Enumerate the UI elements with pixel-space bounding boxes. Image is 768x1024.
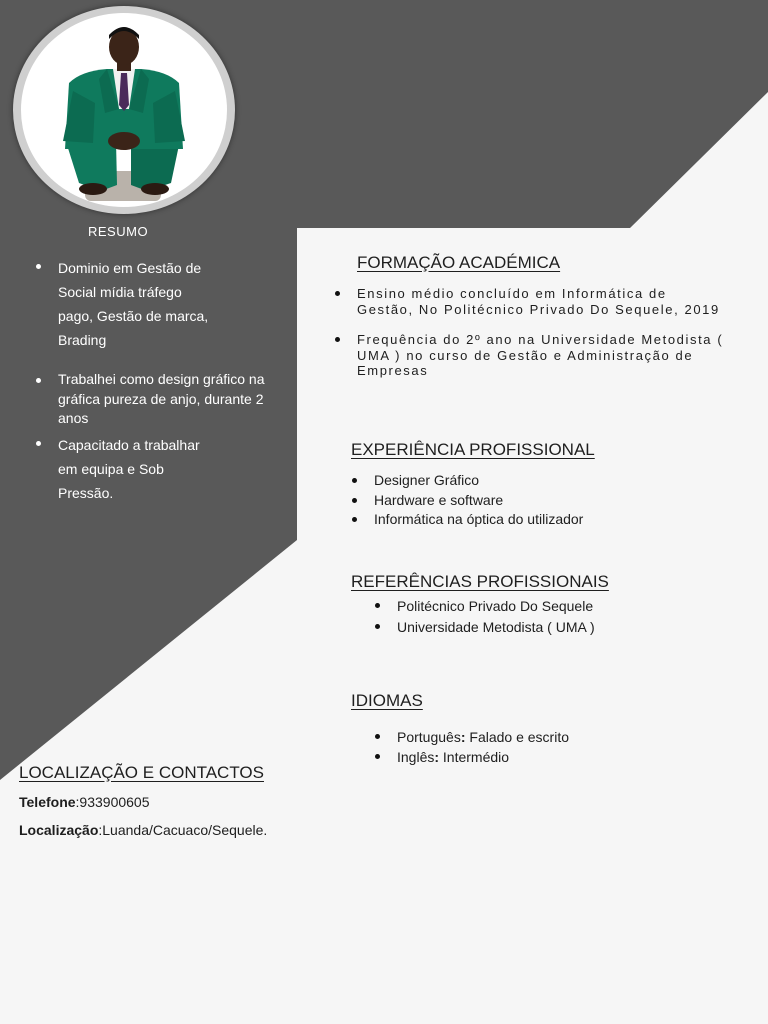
resumo-item: Capacitado a trabalhar em equipa e Sob Pressão. [58,433,218,505]
localizacao-line [19,822,267,838]
language-level: Intermédio [439,749,510,765]
idiomas-item [397,747,737,767]
idiomas-item [397,727,737,747]
profile-photo-frame [13,6,235,214]
profile-photo [21,13,227,207]
telefone-label: Telefone [19,794,76,810]
referencias-item: Politécnico Privado Do Sequele [397,596,737,617]
referencias-item: Universidade Metodista ( UMA ) [397,617,737,638]
experiencia-item: Informática na óptica do utilizador [374,510,734,530]
experiencia-list [374,471,734,530]
formacao-list [357,286,727,379]
language-level: Falado e escrito [465,729,569,745]
resumo-item: Dominio em Gestão de Social mídia tráfego pago, Gestão de marca, Brading [58,256,218,352]
resumo-item: Trabalhei como design gráfico na gráfica pureza de anjo, durante 2 anos [58,370,284,429]
formacao-title: FORMAÇÃO ACADÉMICA [357,253,561,272]
formacao-item: Ensino médio concluído em Informática de Gestão, No Politécnico Privado Do Sequele, 2019 [357,286,727,317]
telefone-value: :933900605 [75,794,150,810]
language-name: Português [397,729,461,745]
resumo-title: RESUMO [88,224,149,239]
formacao-item: Frequência do 2º ano na Universidade Metodista ( UMA ) no curso de Gestão e Administração de Empresas [357,332,727,379]
idiomas-list [397,727,737,767]
experiencia-item: Designer Gráfico [374,471,734,491]
localizacao-value: :Luanda/Cacuaco/Sequele. [98,822,268,838]
experiencia-title: EXPERIÊNCIA PROFISSIONAL [351,440,595,459]
contactos-title: LOCALIZAÇÃO E CONTACTOS [19,763,264,782]
experiencia-item: Hardware e software [374,491,734,511]
person-figure-icon [21,13,227,207]
idiomas-title: IDIOMAS [351,691,423,710]
resumo-list [58,256,284,505]
telefone-line [19,794,150,810]
localizacao-label: Localização [19,822,99,838]
language-name: Inglês [397,749,435,765]
separator: : [460,729,466,745]
referencias-title: REFERÊNCIAS PROFISSIONAIS [351,572,609,591]
referencias-list [397,596,737,637]
separator: : [434,749,440,765]
